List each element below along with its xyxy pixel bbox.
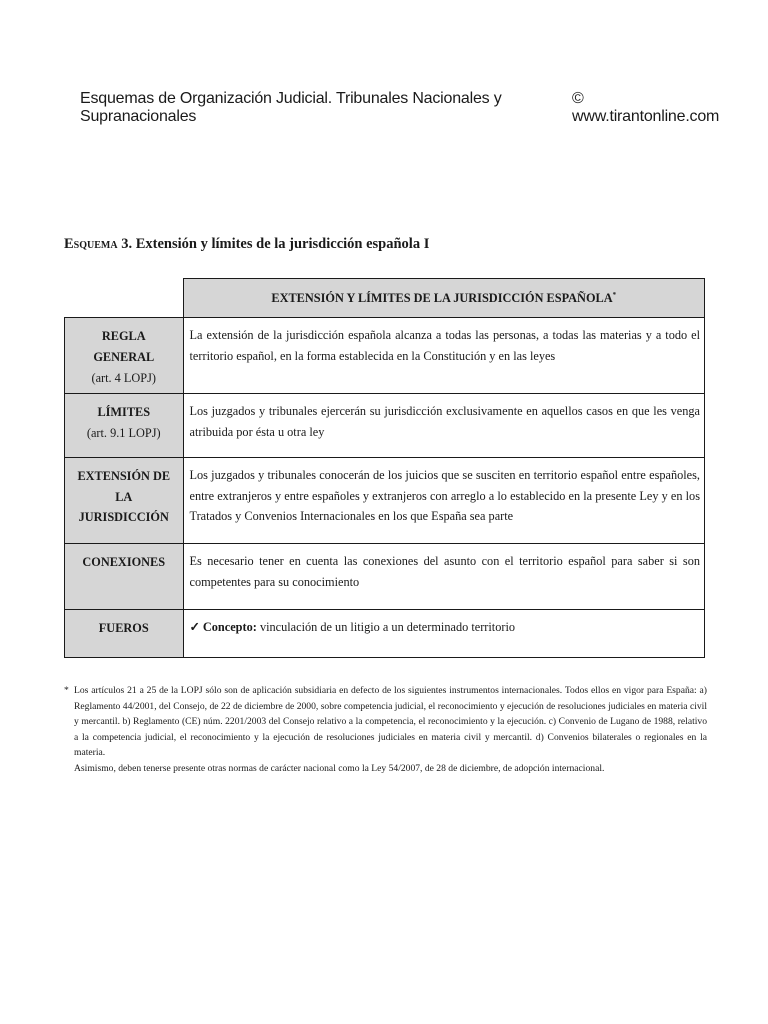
footnote-paragraph: Asimismo, deben tenerse presente otras normas de carácter nacional como la Ley 54/2007, de 28 de diciembre, de adopción internacional.	[74, 762, 605, 774]
row-label: EXTENSIÓN DE LA JURISDICCIÓN	[77, 468, 171, 525]
row-label-cell	[65, 543, 184, 609]
row-content	[183, 609, 705, 657]
table-header	[183, 279, 705, 318]
table-header-note-mark: *	[612, 290, 617, 299]
checkmark-icon: ✓	[189, 619, 200, 634]
blank-corner-cell	[65, 279, 184, 318]
table-row	[65, 609, 705, 657]
footnote	[64, 683, 707, 776]
footnote-paragraph: Los artículos 21 a 25 de la LOPJ sólo son de aplicación subsidiaria en defecto de los siguientes instrumentos internacionales. Todos ellos en vigor para España: a) Reglamento 44/2001, del Consejo, de 22 de diciembre de 2000, sobre competencia judicial, el reconocimiento y ejecución de resoluciones judiciales en materia civil y mercantil. b) Reglamento (CE) núm. 2201/2003 del Consejo relativo a la competencia, el reconocimiento y la ejecución. c) Convenio de Lugano de 1988, relativo a la competencia judicial, el reconocimiento y la ejecución de resoluciones judiciales en materia civil y mercantil. d) Convenios bilaterales o regionales en la materia.	[74, 685, 707, 759]
row-label: LÍMITES	[97, 404, 151, 419]
scheme-title	[64, 236, 429, 253]
row-label-cell	[65, 609, 184, 657]
table-row	[65, 457, 705, 543]
row-content: La extensión de la jurisdicción española alcanza a todas las personas, a todas las materias y a todo el territorio español, en la forma establecida en la Constitución y en las leyes	[183, 318, 705, 394]
scheme-table	[64, 278, 705, 658]
table-row	[65, 318, 705, 394]
footnote-text	[74, 683, 707, 776]
row-sublabel: (art. 4 LOPJ)	[91, 370, 157, 385]
scheme-label: Esquema 3.	[64, 236, 133, 252]
row-label: CONEXIONES	[82, 554, 166, 569]
row-label-cell	[65, 318, 184, 394]
table-row	[65, 393, 705, 457]
row-label-cell	[65, 457, 184, 543]
page-header	[80, 90, 720, 126]
row-label-cell	[65, 393, 184, 457]
concept-label: Concepto:	[202, 619, 257, 634]
book-title: Esquemas de Organización Judicial. Tribunales Nacionales y Supranacionales	[80, 90, 502, 125]
footnote-mark: *	[64, 685, 69, 696]
row-sublabel: (art. 9.1 LOPJ)	[86, 425, 161, 440]
row-content: Es necesario tener en cuenta las conexiones del asunto con el territorio español para saber si son competentes para su conocimiento	[183, 543, 705, 609]
row-content: Los juzgados y tribunales ejercerán su jurisdicción exclusivamente en aquellos casos en que les venga atribuida por ésta u otra ley	[183, 393, 705, 457]
concept-text: vinculación de un litigio a un determinado territorio	[259, 619, 516, 634]
row-label: REGLA GENERAL	[93, 329, 155, 364]
table-header-text: EXTENSIÓN Y LÍMITES DE LA JURISDICCIÓN ESPAÑOLA	[271, 290, 613, 305]
row-content: Los juzgados y tribunales conocerán de los juicios que se susciten en territorio español entre españoles, entre extranjeros y entre españoles y extranjeros con arreglo a lo establecido en la presente Ley y en los Tratados y Convenios Internacionales en los que España sea parte	[183, 457, 705, 543]
table-row	[65, 543, 705, 609]
scheme-title-text: Extensión y límites de la jurisdicción española I	[135, 236, 430, 252]
table-header-row	[65, 279, 705, 318]
row-label: FUEROS	[98, 620, 149, 635]
copyright-notice: © www.tirantonline.com	[572, 90, 720, 125]
